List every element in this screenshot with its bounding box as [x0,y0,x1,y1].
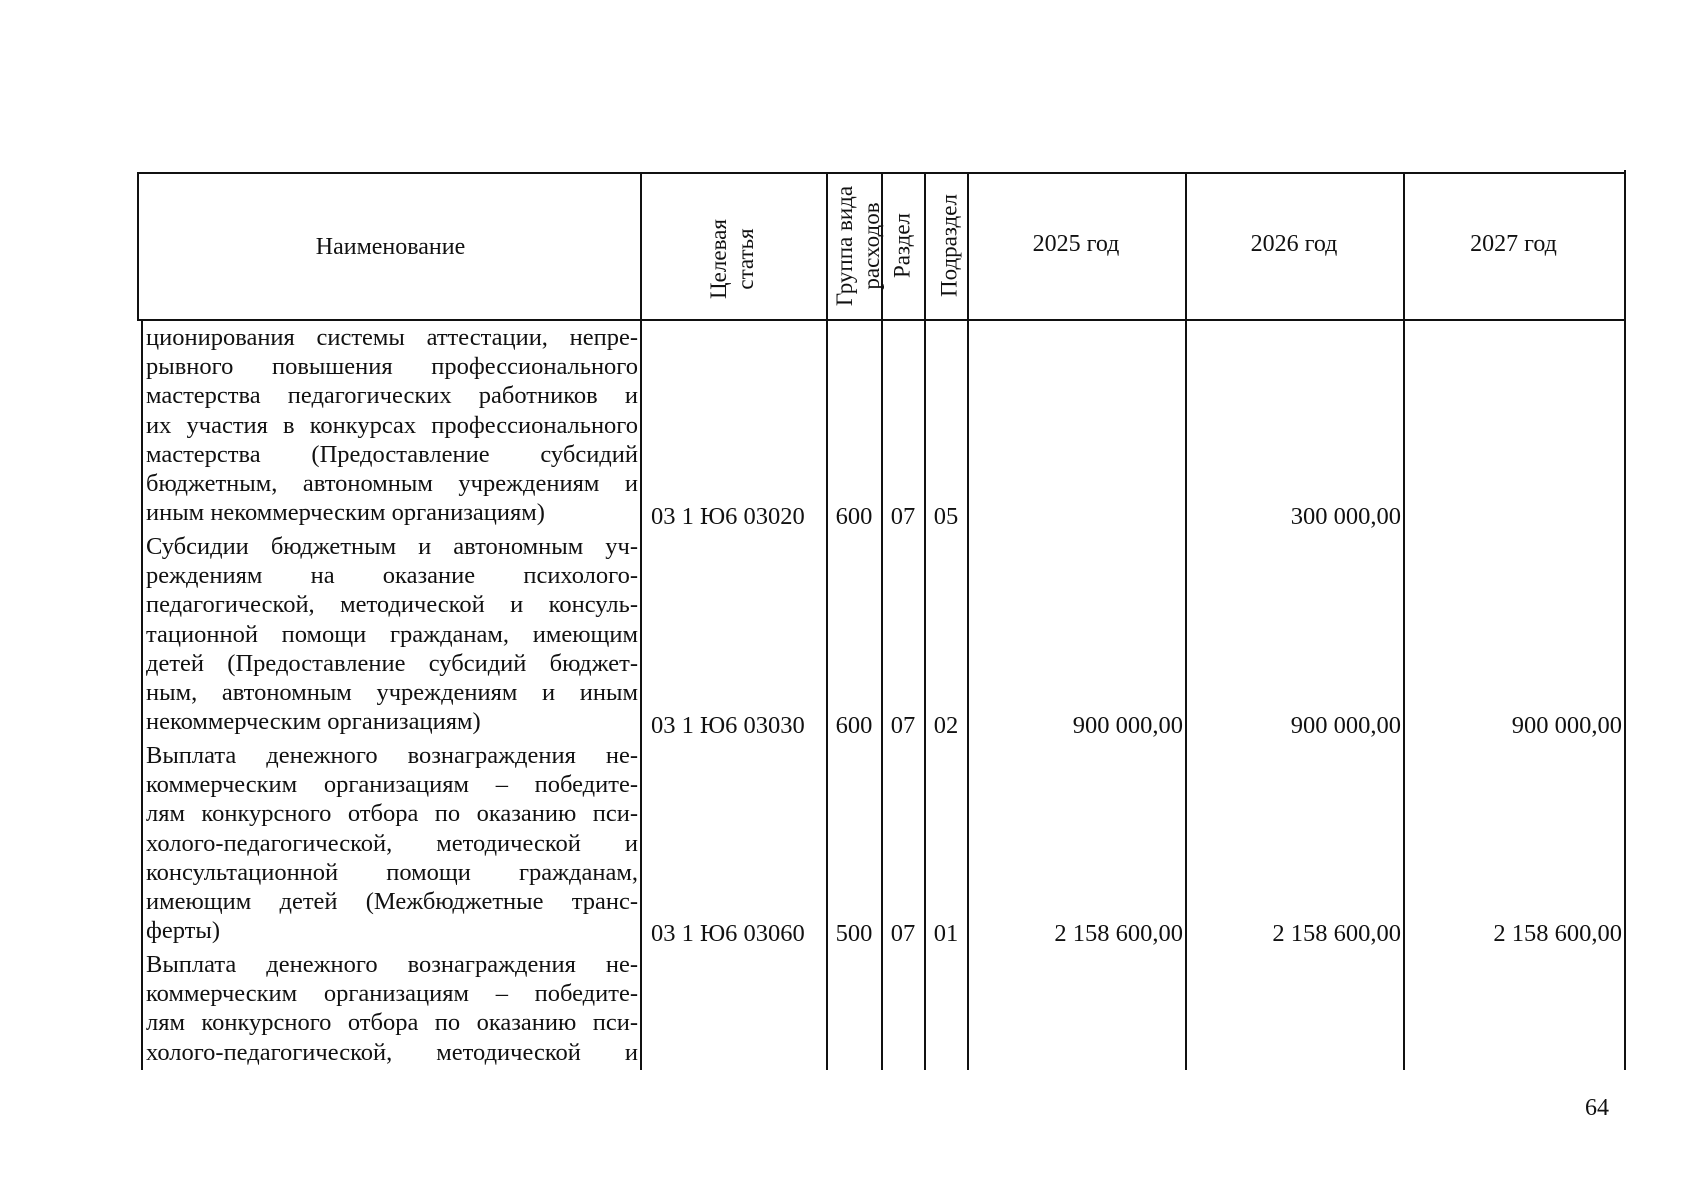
row-name-line: имеющим детей (Межбюджетные транс- [146,887,638,915]
header-expense-group-line2: расходов [859,202,884,290]
row-name-line: Выплата денежного вознаграждения не- [146,742,638,769]
header-year-2026: 2026 год [1250,231,1338,257]
row-target-article: 03 1 Ю6 03020 [651,503,805,530]
row-name-line: рывного повышения профессионального [146,353,638,381]
table-row-name [146,532,638,736]
row-value-2025: 2 158 600,00 [1054,920,1183,947]
col-border-left-body [141,319,143,1070]
row-name-line: их участия в конкурсах профессионального [146,411,638,439]
row-subsection: 01 [933,920,959,947]
row-value-2027: 900 000,00 [1511,712,1622,739]
row-name-line: реждениям на оказание психолого- [146,562,638,590]
row-value-2025: 900 000,00 [1072,712,1183,739]
row-value-2026: 2 158 600,00 [1272,920,1401,947]
row-name-line: детей (Предоставление субсидий бюджет- [146,649,638,677]
row-name-line: педагогической, методической и консуль- [146,591,638,619]
header-target-article-line1: Целевая [706,219,731,299]
row-value-2026: 300 000,00 [1290,503,1401,530]
row-name-line: ционирования системы аттестации, непре- [146,324,638,351]
header-expense-group [831,171,887,321]
row-value-2027: 2 158 600,00 [1493,920,1622,947]
header-section: Раздел [889,212,915,279]
row-name-line: лям конкурсного отбора по оказанию пси- [146,1009,638,1037]
row-name-line: Субсидии бюджетным и автономным уч- [146,533,638,560]
page-number: 64 [1585,1095,1609,1121]
header-target-article [705,189,761,329]
header-name: Наименование [315,234,466,260]
row-expense-group: 600 [835,503,873,530]
row-name-line: Выплата денежного вознаграждения не- [146,951,638,978]
row-name-line: ным, автономным учреждениям и иным [146,678,638,706]
header-year-2027: 2027 год [1470,231,1557,257]
row-name-line: коммерческим организациям – победите- [146,771,638,799]
row-name-line: мастерства педагогических работников и [146,382,638,410]
row-name-line: мастерства (Предоставление субсидий [146,440,638,468]
header-target-article-line2: статья [733,228,758,290]
row-name-line: бюджетным, автономным учреждениям и [146,469,638,497]
row-name-line: иным некоммерческим организациям) [146,499,545,527]
row-target-article: 03 1 Ю6 03060 [651,920,805,947]
row-name-line: коммерческим организациям – победите- [146,980,638,1008]
header-year-2025: 2025 год [1032,231,1120,257]
row-name-line: ферты) [146,917,221,945]
row-section: 07 [890,712,916,739]
row-name-line: тационной помощи гражданам, имеющим [146,620,638,648]
row-name-line: холого-педагогической, методической и [146,829,638,857]
row-name-line: лям конкурсного отбора по оказанию пси- [146,800,638,828]
table-row-name [146,741,638,945]
row-target-article: 03 1 Ю6 03030 [651,712,805,739]
header-expense-group-line1: Группа вида [832,185,857,307]
col-border-left [137,172,139,320]
col-border-right [1624,170,1626,1070]
row-subsection: 05 [933,503,959,530]
col-border-name [640,172,642,1070]
row-expense-group: 600 [835,712,873,739]
row-name-line: некоммерческим организациям) [146,708,481,736]
row-subsection: 02 [933,712,959,739]
row-section: 07 [890,920,916,947]
table-row-name [146,950,638,1067]
row-name-line: консультационной помощи гражданам, [146,858,638,886]
table-row-name [146,323,638,527]
row-name-line: холого-педагогической, методической и [146,1038,638,1066]
row-expense-group: 500 [835,920,873,947]
row-value-2026: 900 000,00 [1290,712,1401,739]
header-subsection: Подраздел [936,194,962,297]
row-section: 07 [890,503,916,530]
